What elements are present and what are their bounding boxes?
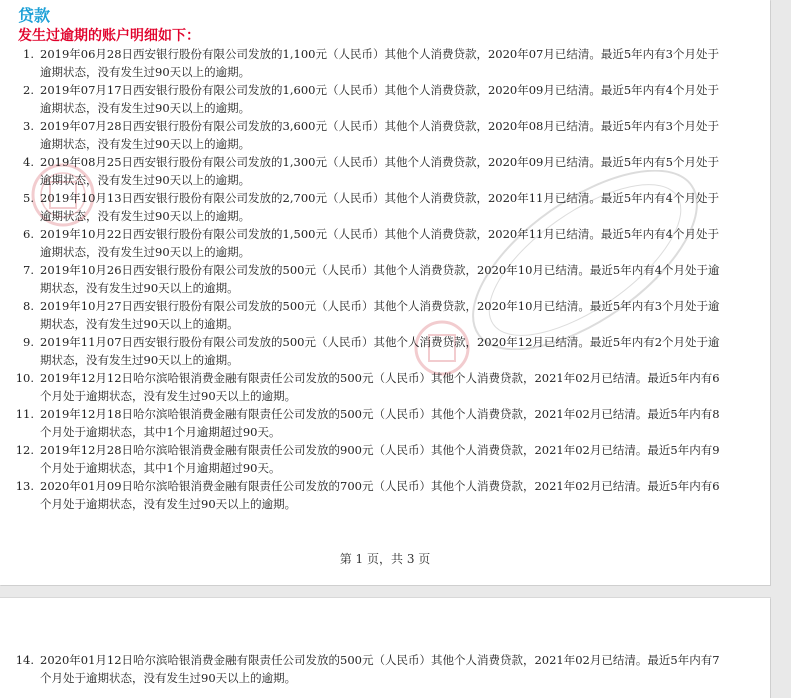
list-item-text: 2019年08月25日西安银行股份有限公司发放的1,300元（人民币）其他个人消费贷款，2020年09月已结清。最近5年内有5个月处于逾期状态，没有发生过90天以上的逾期。 <box>40 155 719 187</box>
list-item-text: 2020年01月09日哈尔滨哈银消费金融有限责任公司发放的700元（人民币）其他个人消费贷款，2021年02月已结清。最近5年内有6个月处于逾期状态，没有发生过90天以上的逾期。 <box>40 479 720 511</box>
list-item-text: 2019年06月28日西安银行股份有限公司发放的1,100元（人民币）其他个人消费贷款，2020年07月已结清。最近5年内有3个月处于逾期状态，没有发生过90天以上的逾期。 <box>40 47 719 79</box>
section-title: 贷款 <box>18 6 51 25</box>
list-item-number: 11. <box>15 407 34 421</box>
list-item-text: 2019年07月17日西安银行股份有限公司发放的1,600元（人民币）其他个人消费贷款，2020年09月已结清。最近5年内有4个月处于逾期状态，没有发生过90天以上的逾期。 <box>40 83 719 115</box>
list-item-number: 10. <box>15 371 34 385</box>
list-item-text: 2019年10月22日西安银行股份有限公司发放的1,500元（人民币）其他个人消费贷款，2020年11月已结清。最近5年内有4个月处于逾期状态，没有发生过90天以上的逾期。 <box>40 227 719 259</box>
list-item-text: 2019年12月18日哈尔滨哈银消费金融有限责任公司发放的500元（人民币）其他个人消费贷款，2021年02月已结清。最近5年内有8个月处于逾期状态，其中1个月逾期超过90天。 <box>40 407 720 439</box>
list-item-text: 2019年11月07日西安银行股份有限公司发放的500元（人民币）其他个人消费贷款，2020年12月已结清。最近5年内有2个月处于逾期状态，没有发生过90天以上的逾期。 <box>40 335 720 367</box>
list-item-number: 3. <box>23 119 34 133</box>
list-item-number: 4. <box>23 155 34 169</box>
list-item-number: 9. <box>23 335 34 349</box>
list-item-text: 2019年12月12日哈尔滨哈银消费金融有限责任公司发放的500元（人民币）其他个人消费贷款，2021年02月已结清。最近5年内有6个月处于逾期状态，没有发生过90天以上的逾期。 <box>40 371 720 403</box>
page-footer: 第 1 页，共 3 页 <box>339 552 431 566</box>
list-item-number: 13. <box>15 479 34 493</box>
list-item-number: 14. <box>15 653 34 667</box>
list-item-text: 2019年12月28日哈尔滨哈银消费金融有限责任公司发放的900元（人民币）其他个人消费贷款，2021年02月已结清。最近5年内有9个月处于逾期状态，其中1个月逾期超过90天。 <box>40 443 720 475</box>
overdue-loan-list-continued <box>0 598 770 698</box>
list-item-text: 2019年10月13日西安银行股份有限公司发放的2,700元（人民币）其他个人消费贷款，2020年11月已结清。最近5年内有4个月处于逾期状态，没有发生过90天以上的逾期。 <box>40 191 719 223</box>
list-item-number: 12. <box>15 443 34 457</box>
list-item-number: 5. <box>23 191 34 205</box>
list-item-text: 2019年07月28日西安银行股份有限公司发放的3,600元（人民币）其他个人消费贷款，2020年08月已结清。最近5年内有3个月处于逾期状态，没有发生过90天以上的逾期。 <box>40 119 719 151</box>
list-item-text: 2019年10月26日西安银行股份有限公司发放的500元（人民币）其他个人消费贷款，2020年10月已结清。最近5年内有4个月处于逾期状态，没有发生过90天以上的逾期。 <box>40 263 720 295</box>
list-item-number: 8. <box>23 299 34 313</box>
list-item-number: 2. <box>23 83 34 97</box>
list-item-number: 6. <box>23 227 34 241</box>
list-item-number: 1. <box>23 47 34 61</box>
section-subtitle: 发生过逾期的账户明细如下： <box>18 28 200 44</box>
list-item-text: 2019年10月27日西安银行股份有限公司发放的500元（人民币）其他个人消费贷款，2020年10月已结清。最近5年内有3个月处于逾期状态，没有发生过90天以上的逾期。 <box>40 299 720 331</box>
document-page-2 <box>0 598 770 698</box>
list-item-text: 2020年01月12日哈尔滨哈银消费金融有限责任公司发放的500元（人民币）其他个人消费贷款，2021年02月已结清。最近5年内有7个月处于逾期状态，没有发生过90天以上的逾期。 <box>40 653 720 685</box>
list-item-number: 7. <box>23 263 34 277</box>
